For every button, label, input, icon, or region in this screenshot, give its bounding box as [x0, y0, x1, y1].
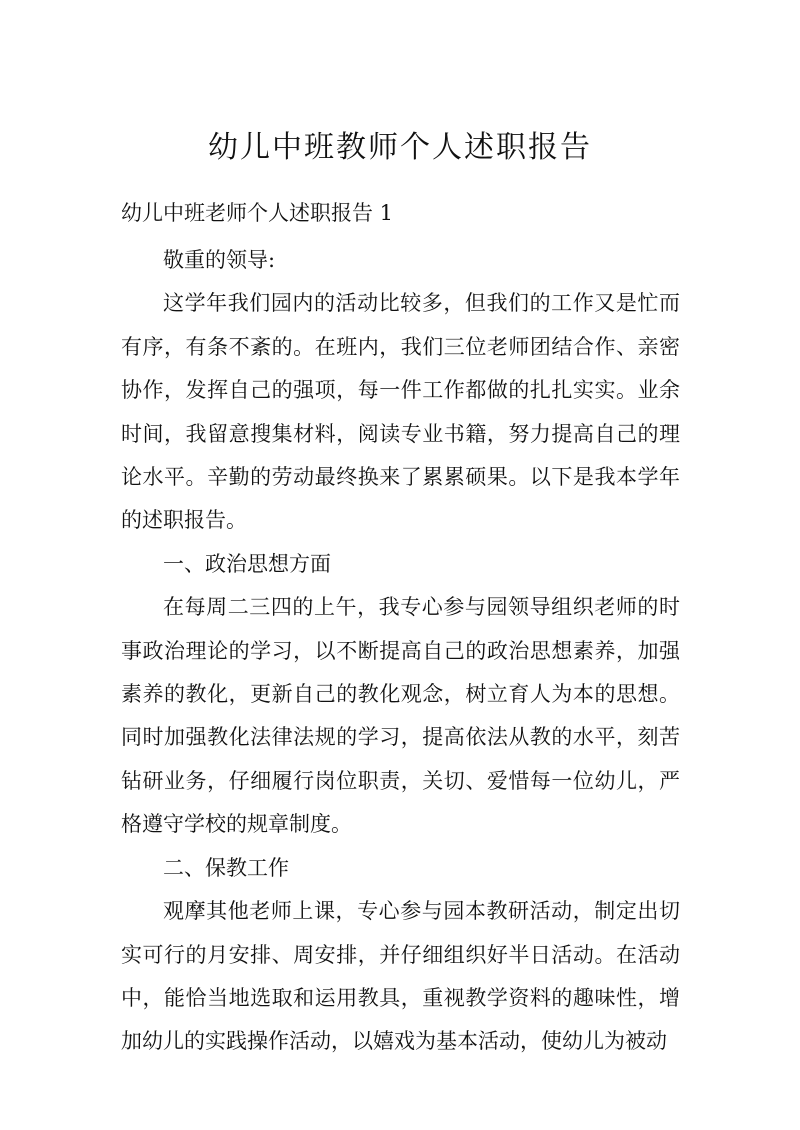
paragraph-intro: 这学年我们园内的活动比较多，但我们的工作又是忙而有序，有条不紊的。在班内，我们三位老师团结合作、亲密协作，发挥自己的强项，每一件工作都做的扎扎实实。业余时间，我留意搜集材料，阅读专业书籍，努力提高自己的理论水平。辛勤的劳动最终换来了累累硕果。以下是我本学年的述职报告。 [121, 291, 680, 533]
section-heading-teaching: 二、保教工作 [163, 855, 289, 880]
document-subtitle: 幼儿中班老师个人述职报告 1 [121, 201, 394, 225]
paragraph-politics: 在每周二三四的上午，我专心参与园领导组织老师的时事政治理论的学习，以不断提高自己的政治思想素养，加强素养的教化，更新自己的教化观念，树立育人为本的思想。同时加强教化法律法规的学习，提高依法从教的水平，刻苦钻研业务，仔细履行岗位职责，关切、爱惜每一位幼儿，严格遵守学校的规章制度。 [121, 595, 680, 837]
salutation: 敬重的领导: [163, 248, 276, 272]
document-body [121, 239, 680, 1064]
document-title: 幼儿中班教师个人述职报告 [208, 130, 592, 165]
section-heading-politics: 一、政治思想方面 [163, 551, 331, 576]
paragraph-teaching: 观摩其他老师上课，专心参与园本教研活动，制定出切实可行的月安排、周安排，并仔细组织好半日活动。在活动中，能恰当地选取和运用教具，重视教学资料的趣味性，增加幼儿的实践操作活动，以嬉戏为基本活动，使幼儿为被动 [121, 899, 680, 1054]
